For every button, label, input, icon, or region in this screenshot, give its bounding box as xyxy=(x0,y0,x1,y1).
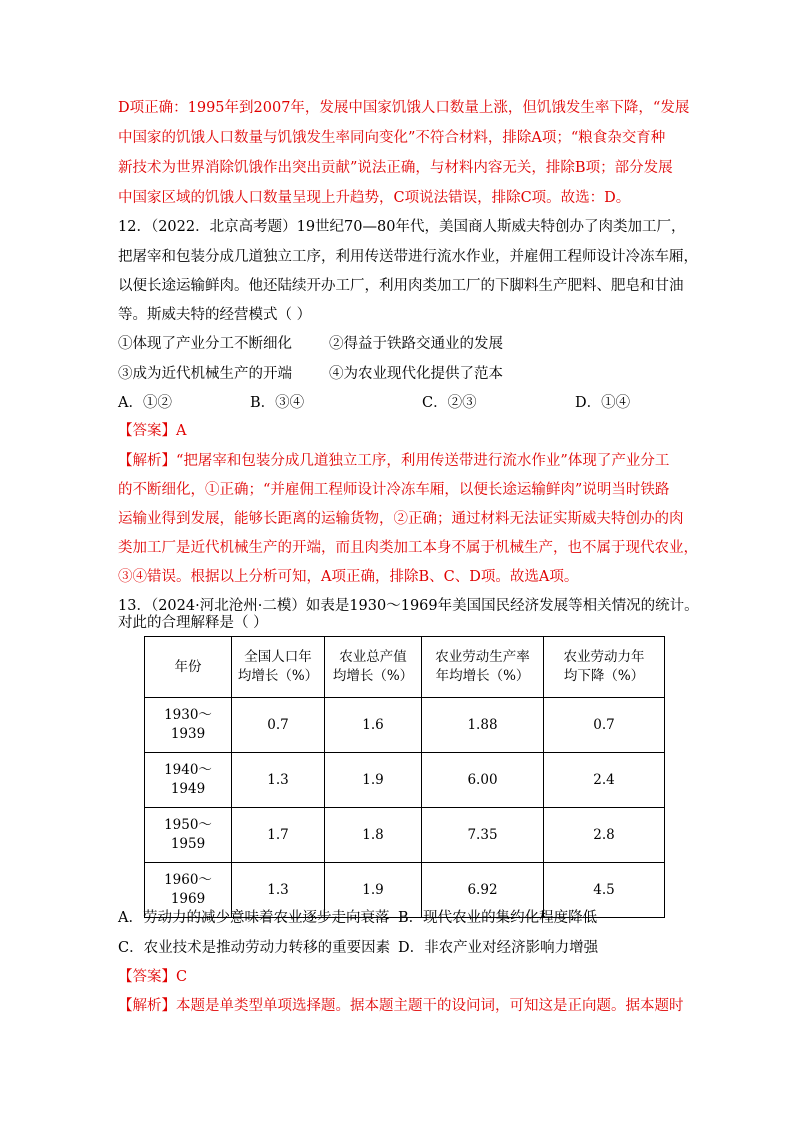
q13-stem-line: 13．（2024·河北沧州·二模）如表是1930～1969年美国国民经济发展等相关情况的统计。 xyxy=(118,598,699,614)
table-header-row xyxy=(145,637,665,698)
q13-option-c: C．农业技术是推动劳动力转移的重要因素 xyxy=(118,940,391,956)
q12-item: ①体现了产业分工不断细化 xyxy=(118,336,292,352)
table-cell: 1.3 xyxy=(232,863,325,918)
q13-stem-line: 对此的合理解释是（ ） xyxy=(118,615,268,631)
q13-answer: 【答案】C xyxy=(118,969,188,985)
table-cell: 2.8 xyxy=(544,808,665,863)
table-cell: 4.5 xyxy=(544,863,665,918)
q13-option-b: B．现代农业的集约化程度降低 xyxy=(398,910,598,926)
table-header-cell: 年份 xyxy=(145,637,232,698)
q12-analysis-line: 的不断细化，①正确；“并雇佣工程师设计冷冻车厢，以便长途运输鲜肉”说明当时铁路 xyxy=(118,482,670,498)
table-cell: 1.88 xyxy=(422,698,544,753)
table-cell: 0.7 xyxy=(544,698,665,753)
q12-item: ④为农业现代化提供了范本 xyxy=(329,366,503,382)
table-cell: 1.6 xyxy=(325,698,422,753)
q13-option-a: A．劳动力的减少意味着农业逐步走向衰落 xyxy=(118,910,390,926)
q12-stem-line: 以便长途运输鲜肉。他还陆续开办工厂，利用肉类加工厂的下脚料生产肥料、肥皂和甘油 xyxy=(118,278,684,294)
q12-stem-line: 把屠宰和包装分成几道独立工序，利用传送带进行流水作业，并雇佣工程师设计冷冻车厢， xyxy=(118,249,698,265)
q12-option-a: A．①② xyxy=(118,395,172,411)
prev-analysis-line: 中国家区域的饥饿人口数量呈现上升趋势，C项说法错误，排除C项。故选：D。 xyxy=(118,190,631,206)
q12-analysis-line: 运输业得到发展，能够长距离的运输货物，②正确；通过材料无法证实斯威夫特创办的肉 xyxy=(118,511,684,527)
q12-analysis-line: 【解析】“把屠宰和包装分成几道独立工序，利用传送带进行流水作业”体现了产业分工 xyxy=(118,453,670,469)
prev-analysis-line: 新技术为世界消除饥饿作出突出贡献”说法正确，与材料内容无关，排除B项；部分发展 xyxy=(118,160,673,176)
q12-option-c: C．②③ xyxy=(422,395,477,411)
table-cell: 0.7 xyxy=(232,698,325,753)
table-cell: 1.9 xyxy=(325,863,422,918)
q13-analysis-line: 【解析】本题是单类型单项选择题。据本题主题干的设问词，可知这是正向题。据本题时 xyxy=(118,998,684,1014)
table-header-cell: 农业总产值 均增长（%） xyxy=(325,637,422,698)
q13-option-d: D．非农产业对经济影响力增强 xyxy=(398,940,599,956)
q12-answer: 【答案】A xyxy=(118,423,187,439)
table-row xyxy=(145,753,665,808)
table-header-cell: 全国人口年 均增长（%） xyxy=(232,637,325,698)
table-header-cell: 农业劳动生产率 年均增长（%） xyxy=(422,637,544,698)
table-header-cell: 农业劳动力年 均下降（%） xyxy=(544,637,665,698)
table-cell: 1.8 xyxy=(325,808,422,863)
table-cell: 1.9 xyxy=(325,753,422,808)
q12-stem-line: 12．（2022．北京高考题）19世纪70—80年代，美国商人斯威夫特创办了肉类加工厂， xyxy=(118,219,686,235)
period-cell: 1950～ 1959 xyxy=(145,808,232,863)
table-cell: 7.35 xyxy=(422,808,544,863)
q12-analysis-line: 类加工厂是近代机械生产的开端，而且肉类加工本身不属于机械生产，也不属于现代农业， xyxy=(118,540,698,556)
statistics-table xyxy=(144,636,665,918)
table-cell: 2.4 xyxy=(544,753,665,808)
q12-option-b: B．③④ xyxy=(250,395,305,411)
table-cell: 6.92 xyxy=(422,863,544,918)
prev-analysis-line: D项正确：1995年到2007年，发展中国家饥饿人口数量上涨，但饥饿发生率下降，“发展 xyxy=(118,100,690,116)
q12-item: ②得益于铁路交通业的发展 xyxy=(329,336,503,352)
table-cell: 1.7 xyxy=(232,808,325,863)
period-cell: 1940～ 1949 xyxy=(145,753,232,808)
q12-stem-line: 等。斯威夫特的经营模式（ ） xyxy=(118,307,312,323)
q12-analysis-line: ③④错误。根据以上分析可知，A项正确，排除B、C、D项。故选A项。 xyxy=(118,569,579,585)
period-cell: 1960～ 1969 xyxy=(145,863,232,918)
table-cell: 1.3 xyxy=(232,753,325,808)
table-cell: 6.00 xyxy=(422,753,544,808)
q12-item: ③成为近代机械生产的开端 xyxy=(118,366,292,382)
period-cell: 1930～ 1939 xyxy=(145,698,232,753)
q12-option-d: D．①④ xyxy=(575,395,631,411)
table-row xyxy=(145,808,665,863)
table-row xyxy=(145,698,665,753)
prev-analysis-line: 中国家的饥饿人口数量与饥饿发生率同向变化”不符合材料，排除A项；“粮食杂交育种 xyxy=(118,130,666,146)
